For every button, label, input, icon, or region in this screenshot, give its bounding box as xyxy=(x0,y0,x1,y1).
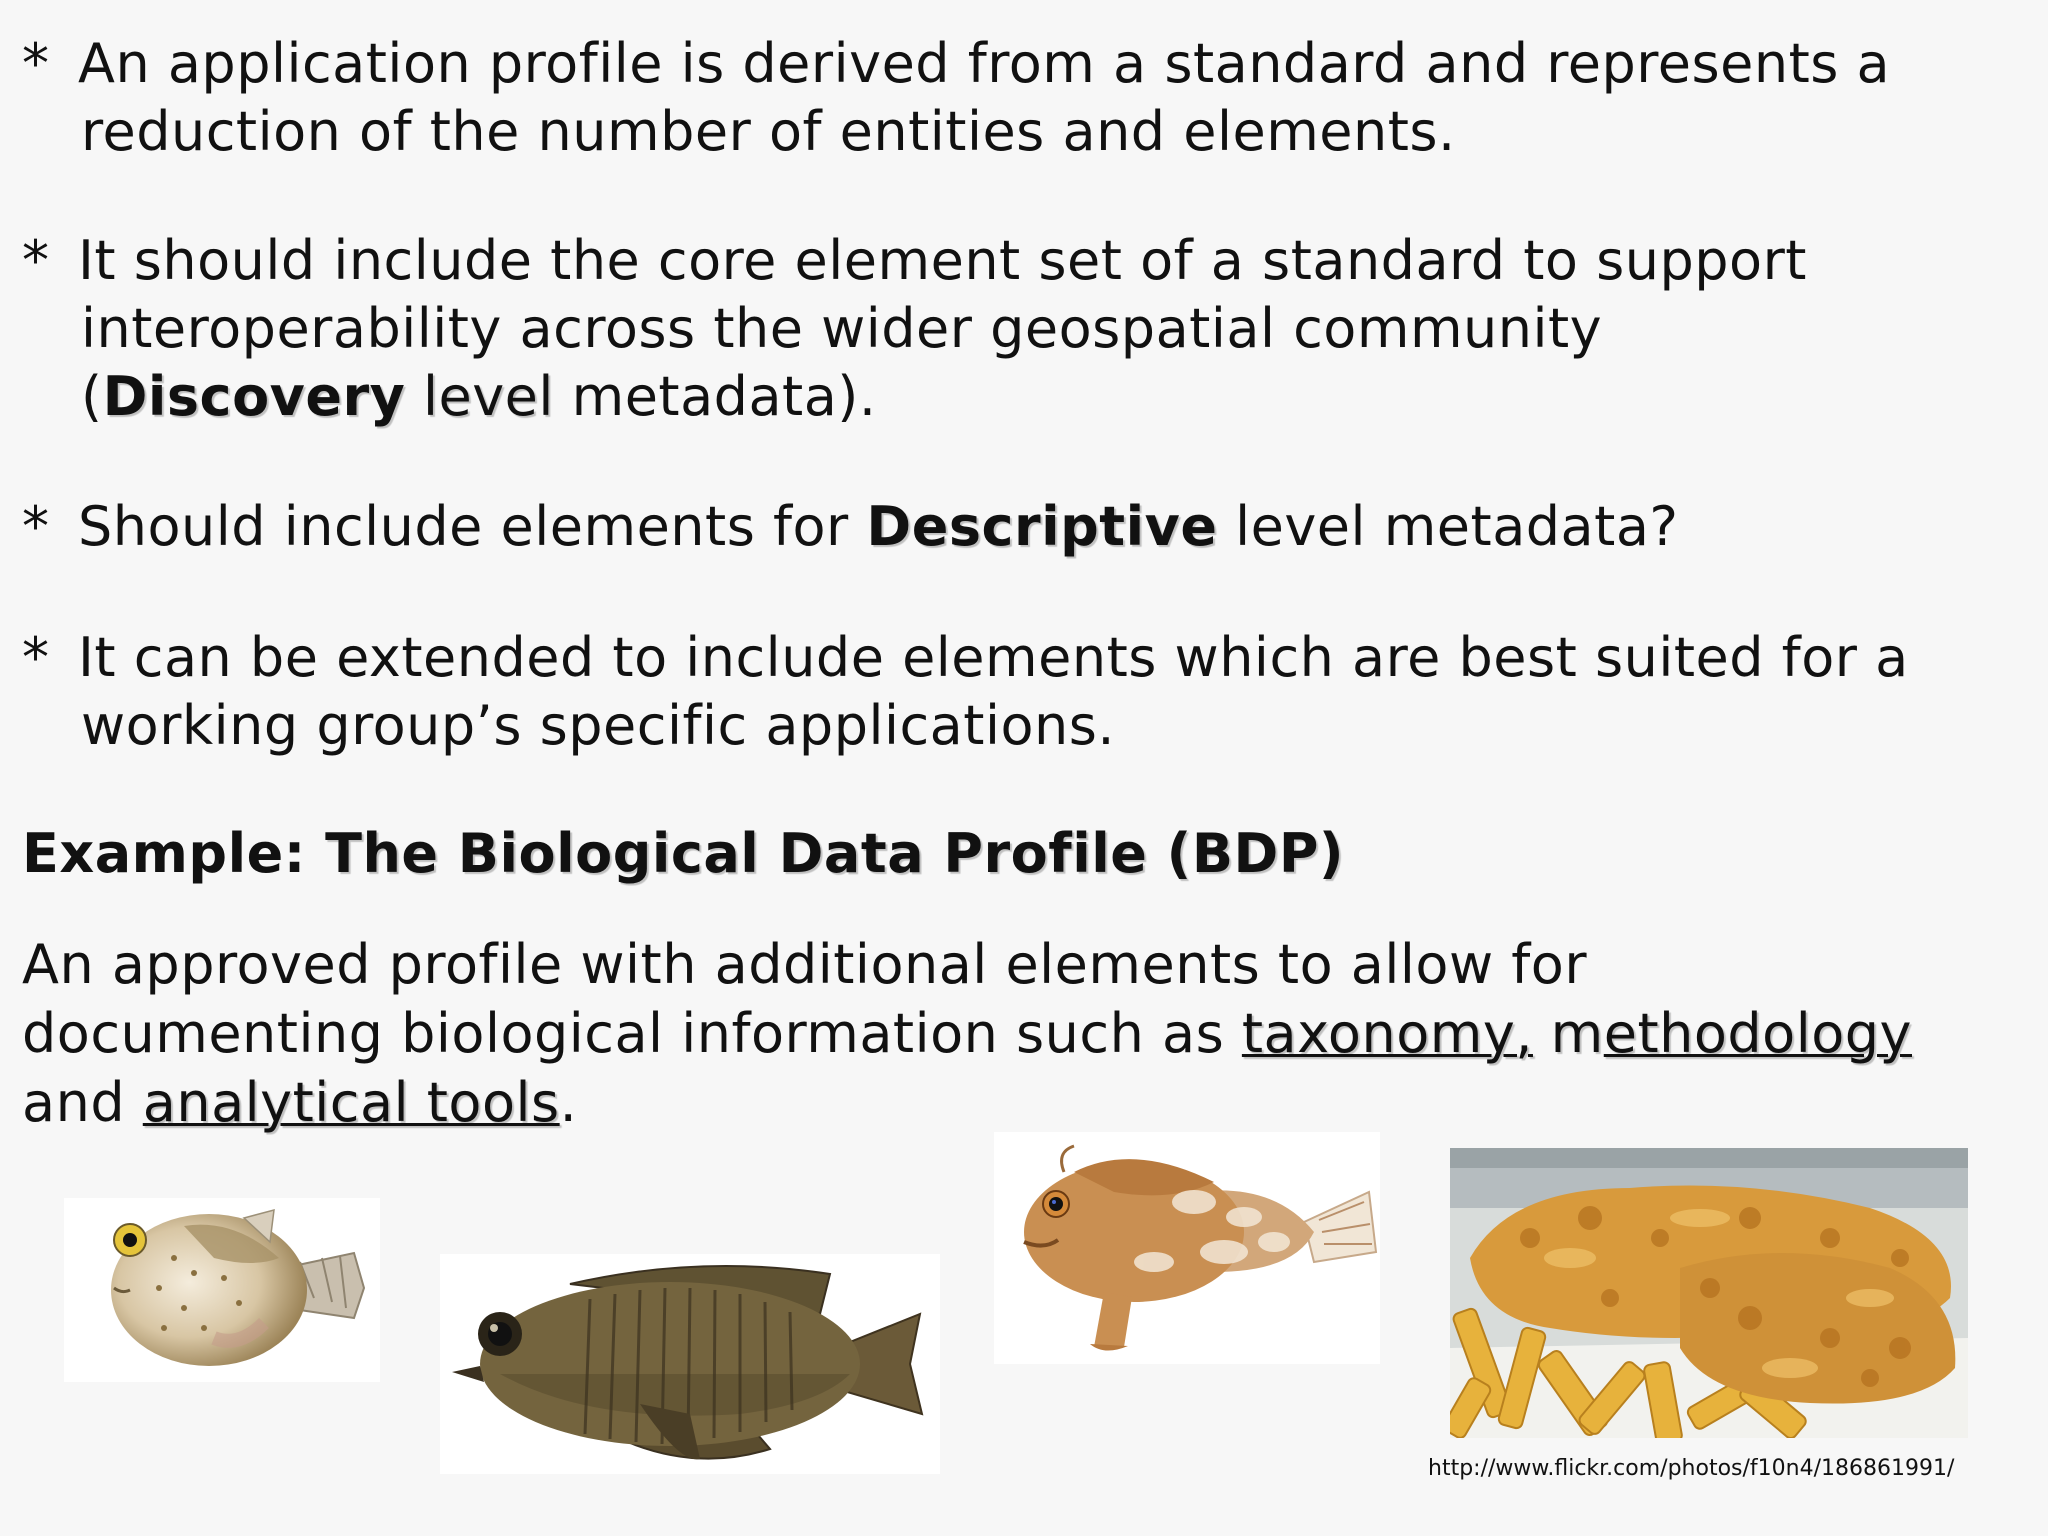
bullet-marker: * xyxy=(22,229,50,292)
handfish-illustration xyxy=(994,1132,1380,1364)
bullet-1 xyxy=(22,30,2022,166)
level-word: level xyxy=(423,365,554,428)
bullet-1-line-1: An application profile is derived from a standard and represents a xyxy=(78,32,1891,95)
bullet-3-suffix: level metadata? xyxy=(1217,495,1679,558)
photo-credit-url[interactable]: http://www.flickr.com/photos/f10n4/186861991/ xyxy=(1428,1456,1955,1481)
pufferfish-image xyxy=(64,1198,380,1382)
open-paren: ( xyxy=(81,365,103,428)
handfish-image xyxy=(994,1132,1380,1364)
bullet-marker: * xyxy=(22,626,50,689)
taxonomy-link[interactable]: taxonomy, xyxy=(1241,1002,1533,1065)
damselfish-image xyxy=(440,1254,940,1474)
description-line-3 xyxy=(22,1068,2022,1137)
methodology-m: m xyxy=(1532,1002,1604,1065)
discovery-keyword: Discovery xyxy=(102,365,406,428)
description-line-2 xyxy=(22,999,2022,1068)
bullet-4-line-1: It can be extended to include elements which are best suited for a xyxy=(78,626,1909,689)
description-line-2-text: documenting biological information such as xyxy=(22,1002,1242,1065)
bullet-4-line-2: working group’s specific applications. xyxy=(81,694,1116,757)
bullet-2-line-3 xyxy=(78,363,2022,431)
bullet-1-line-2: reduction of the number of entities and elements. xyxy=(81,100,1456,163)
description-paragraph xyxy=(22,930,2022,1137)
fish-and-chips-image xyxy=(1450,1148,1968,1438)
analytical-tools-link[interactable]: analytical tools xyxy=(142,1071,560,1134)
bullet-3 xyxy=(22,493,2022,561)
bullet-2 xyxy=(22,227,2022,431)
bullet-2-line-1: It should include the core element set of a standard to support xyxy=(78,229,1807,292)
pufferfish-illustration xyxy=(64,1198,380,1382)
period: . xyxy=(559,1071,578,1134)
damselfish-illustration xyxy=(440,1254,940,1474)
example-title: The Biological Data Profile (BDP) xyxy=(325,822,1345,885)
fish-and-chips-illustration xyxy=(1450,1148,1968,1438)
bullet-3-prefix: Should include elements for xyxy=(78,495,867,558)
bullet-marker: * xyxy=(22,495,50,558)
bullet-2-line-2: interoperability across the wider geospatial community xyxy=(81,297,1603,360)
methodology-link[interactable]: ethodology xyxy=(1603,1002,1912,1065)
description-line-1: An approved profile with additional elements to allow for xyxy=(22,933,1588,996)
bullet-marker: * xyxy=(22,32,50,95)
example-label: Example: xyxy=(22,822,326,885)
metadata-close: metadata). xyxy=(553,365,877,428)
bullet-4 xyxy=(22,624,2022,760)
description-line-3-text: and xyxy=(22,1071,143,1134)
descriptive-keyword: Descriptive xyxy=(866,495,1218,558)
example-heading xyxy=(22,820,1344,888)
